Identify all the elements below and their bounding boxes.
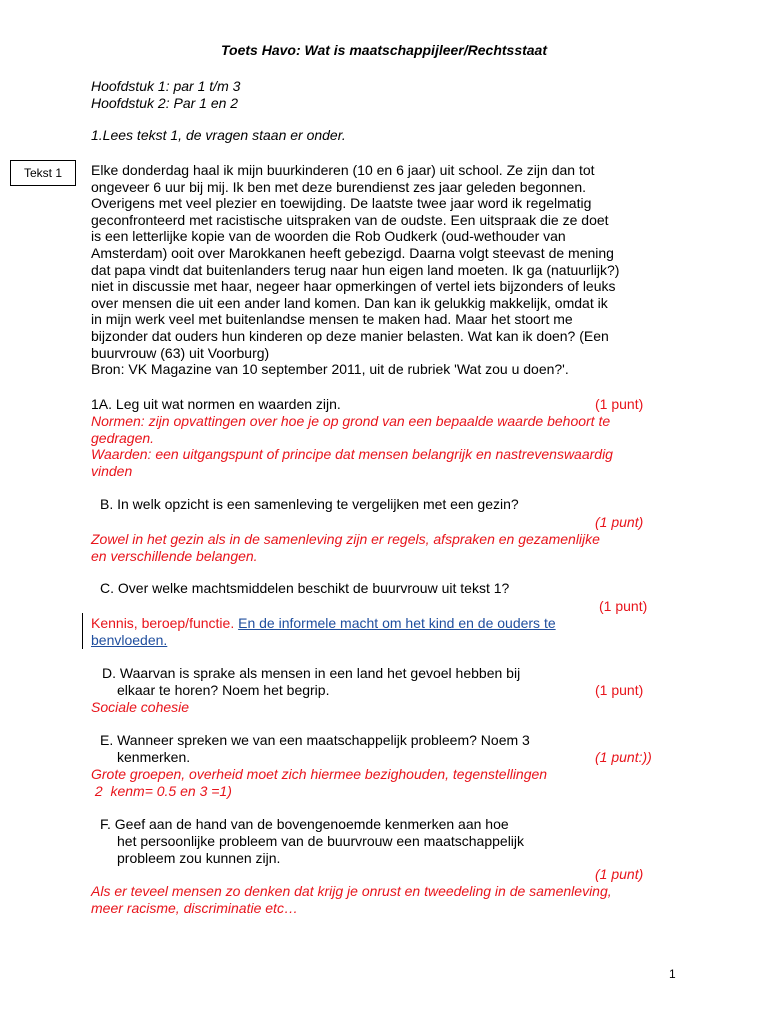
passage-text bbox=[91, 162, 619, 378]
chapters bbox=[91, 78, 240, 111]
points-1c: (1 punt) bbox=[599, 598, 648, 614]
instruction: 1.Lees tekst 1, de vragen staan er onder. bbox=[91, 127, 346, 143]
tekst-label-box: Tekst 1 bbox=[10, 160, 76, 186]
chapter-line: Hoofdstuk 2: Par 1 en 2 bbox=[91, 94, 239, 111]
passage-line: over mensen die uit een ander land komen. Dan kan ik gelukkig makkelijk, omdat ik bbox=[91, 294, 608, 311]
answer-1c-line bbox=[91, 615, 556, 632]
answer-1f bbox=[91, 883, 612, 916]
answer-line: Zowel in het gezin als in de samenleving zijn er regels, afspraken en gezamenlijke bbox=[91, 531, 600, 547]
passage-line: ongeveer 6 uur bij mij. Ik ben met deze burendienst zes jaar geleden begonnen. bbox=[91, 178, 586, 195]
passage-line: geconfronteerd met racistische uitspraken van de oudste. Een uitspraak die ze doet bbox=[91, 211, 609, 228]
points-1b: (1 punt) bbox=[595, 514, 644, 530]
answer-1e bbox=[91, 766, 547, 799]
question-1e-line1: E. Wanneer spreken we van een maatschappelijk probleem? Noem 3 bbox=[100, 732, 530, 748]
passage-line: bijzonder dat ouders hun kinderen op deze manier belasten. Wat kan ik doen? (Een bbox=[91, 327, 609, 344]
points-1d: (1 punt) bbox=[595, 682, 644, 698]
answer-1a bbox=[91, 413, 613, 479]
question-1f-line1: F. Geef aan de hand van de bovengenoemde kenmerken aan hoe bbox=[100, 816, 509, 832]
page-number: 1 bbox=[669, 967, 676, 981]
question-1a: 1A. Leg uit wat normen en waarden zijn. bbox=[91, 396, 341, 412]
answer-line: Waarden: een uitgangspunt of principe dat mensen belangrijk en nastrevenswaardig bbox=[91, 446, 613, 463]
answer-line: meer racisme, discriminatie etc… bbox=[91, 899, 298, 916]
question-1d-line1: D. Waarvan is sprake als mensen in een land het gevoel hebben bij bbox=[102, 665, 521, 681]
passage-line: is een letterlijke kopie van de woorden die Rob Oudkerk (oud-wethouder van bbox=[91, 228, 566, 245]
answer-1c-red: Kennis, beroep/functie. bbox=[91, 615, 235, 631]
answer-1c-link-cont[interactable]: benvloeden. bbox=[91, 631, 168, 648]
answer-1c bbox=[91, 615, 556, 648]
answer-line: en verschillende belangen. bbox=[91, 547, 258, 564]
answer-1d: Sociale cohesie bbox=[91, 699, 190, 715]
passage-line: Amsterdam) ooit over Marokkanen heeft gebezigd. Daarna volgt steevast de mening bbox=[91, 244, 614, 261]
answer-1b bbox=[91, 531, 600, 564]
points-1a: (1 punt) bbox=[595, 396, 644, 412]
question-1f bbox=[117, 833, 524, 866]
question-1c: C. Over welke machtsmiddelen beschikt de buurvrouw uit tekst 1? bbox=[100, 580, 510, 596]
question-line: het persoonlijke probleem van de buurvrouw een maatschappelijk bbox=[117, 833, 525, 849]
answer-line: Normen: zijn opvattingen over hoe je op grond van een bepaalde waarde behoort te bbox=[91, 413, 611, 429]
answer-1c-link[interactable]: En de informele macht om het kind en de ouders te bbox=[238, 615, 556, 631]
source-line: Bron: VK Magazine van 10 september 2011, uit de rubriek 'Wat zou u doen?'. bbox=[91, 361, 569, 378]
passage-line: buurvrouw (63) uit Voorburg) bbox=[91, 344, 270, 361]
question-1b: B. In welk opzicht is een samenleving te vergelijken met een gezin? bbox=[100, 496, 519, 512]
passage-line: in mijn werk veel met buitenlandse mensen te maken had. Maar het stoort me bbox=[91, 311, 573, 328]
revision-bar bbox=[82, 613, 83, 649]
question-1e-line2: kenmerken. bbox=[117, 749, 191, 765]
answer-line: gedragen. bbox=[91, 429, 155, 446]
answer-line: Als er teveel mensen zo denken dat krijg je onrust en tweedeling in de samenleving, bbox=[91, 883, 612, 899]
passage-line: niet in discussie met haar, negeer haar opmerkingen of vertel iets bijzonders of leuks bbox=[91, 278, 616, 295]
passage-line: dat papa vindt dat buitenlanders terug naar hun eigen land moeten. Ik ga (natuurlijk?) bbox=[91, 261, 620, 278]
question-1d-line2: elkaar te horen? Noem het begrip. bbox=[117, 682, 330, 698]
answer-line: 2 kenm= 0.5 en 3 =1) bbox=[91, 782, 232, 799]
points-1e: (1 punt:)) bbox=[595, 749, 652, 765]
answer-line: vinden bbox=[91, 462, 133, 479]
passage-line: Elke donderdag haal ik mijn buurkinderen (10 en 6 jaar) uit school. Ze zijn dan tot bbox=[91, 162, 595, 178]
points-1f: (1 punt) bbox=[595, 866, 644, 882]
answer-line: Grote groepen, overheid moet zich hiermee bezighouden, tegenstellingen bbox=[91, 766, 548, 782]
page-title: Toets Havo: Wat is maatschappijleer/Rechtsstaat bbox=[221, 42, 547, 58]
question-line: probleem zou kunnen zijn. bbox=[117, 849, 281, 866]
chapter-line: Hoofdstuk 1: par 1 t/m 3 bbox=[91, 78, 241, 94]
passage-line: Overigens met veel plezier en toewijding. De laatste twee jaar word ik regelmatig bbox=[91, 195, 592, 212]
